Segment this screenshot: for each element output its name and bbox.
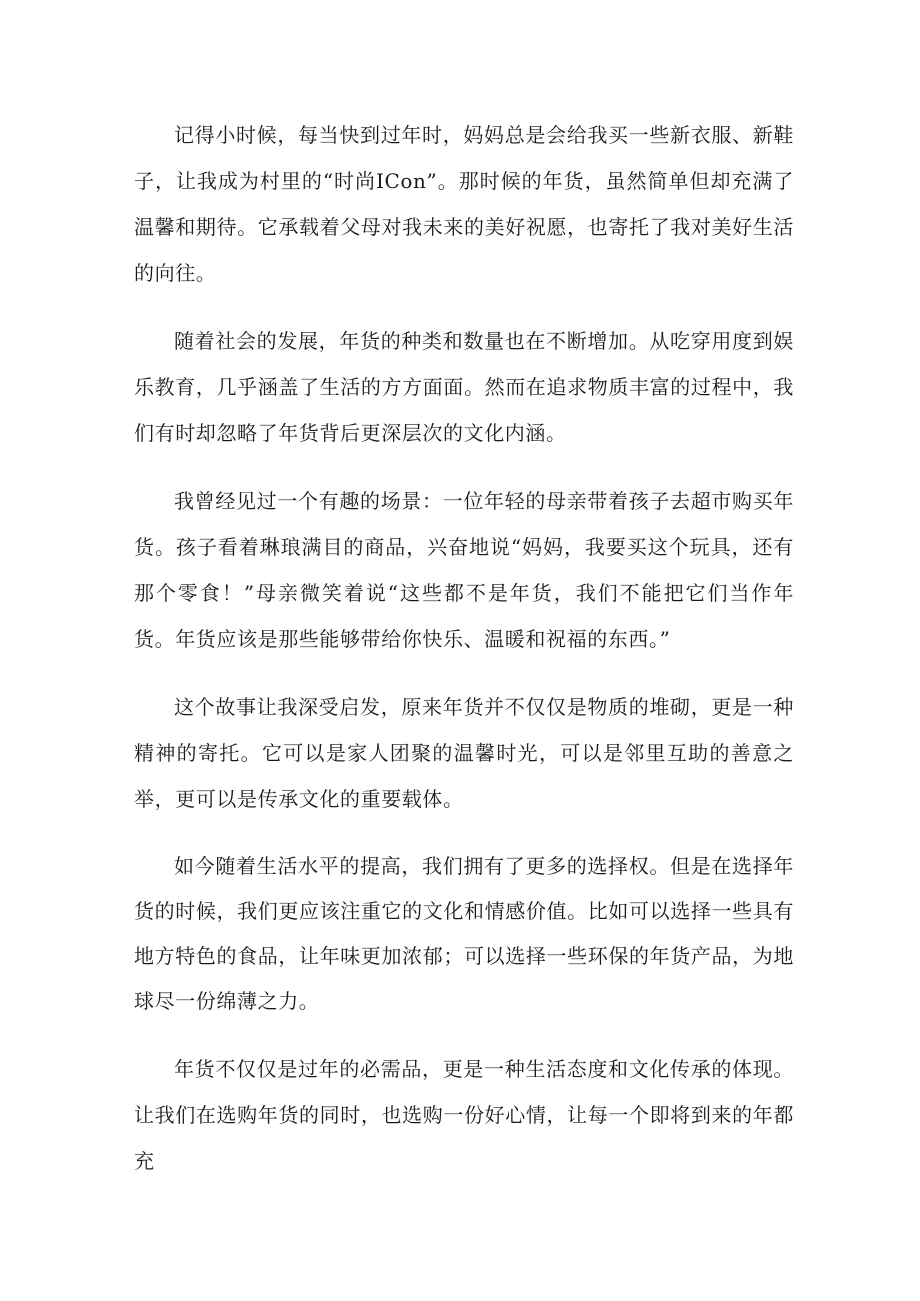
document-body xyxy=(134,112,794,1206)
paragraph-1: 记得小时候，每当快到过年时，妈妈总是会给我买一些新衣服、新鞋子，让我成为村里的“时尚ICon”。那时候的年货，虽然简单但却充满了温馨和期待。它承载着父母对我未来的美好祝愿，也寄托了我对美好生活的向往。 xyxy=(134,123,794,285)
paragraph-4: 这个故事让我深受启发，原来年货并不仅仅是物质的堆砌，更是一种精神的寄托。它可以是家人团聚的温馨时光，可以是邻里互助的善意之举，更可以是传承文化的重要载体。 xyxy=(134,695,794,811)
paragraph-5: 如今随着生活水平的提高，我们拥有了更多的选择权。但是在选择年货的时候，我们更应该注重它的文化和情感价值。比如可以选择一些具有地方特色的食品，让年味更加浓郁；可以选择一些环保的年货产品，为地球尽一份绵薄之力。 xyxy=(134,854,794,1013)
paragraph-3: 我曾经见过一个有趣的场景：一位年轻的母亲带着孩子去超市购买年货。孩子看着琳琅满目的商品，兴奋地说“妈妈，我要买这个玩具，还有那个零食！”母亲微笑着说“这些都不是年货，我们不能把它们当作年货。年货应该是那些能够带给你快乐、温暖和祝福的东西。” xyxy=(134,489,794,651)
paragraph-2: 随着社会的发展，年货的种类和数量也在不断增加。从吃穿用度到娱乐教育，几乎涵盖了生活的方方面面。然而在追求物质丰富的过程中，我们有时却忽略了年货背后更深层次的文化内涵。 xyxy=(134,329,794,445)
paragraph-6: 年货不仅仅是过年的必需品，更是一种生活态度和文化传承的体现。让我们在选购年货的同时，也选购一份好心情，让每一个即将到来的年都充 xyxy=(134,1057,794,1173)
